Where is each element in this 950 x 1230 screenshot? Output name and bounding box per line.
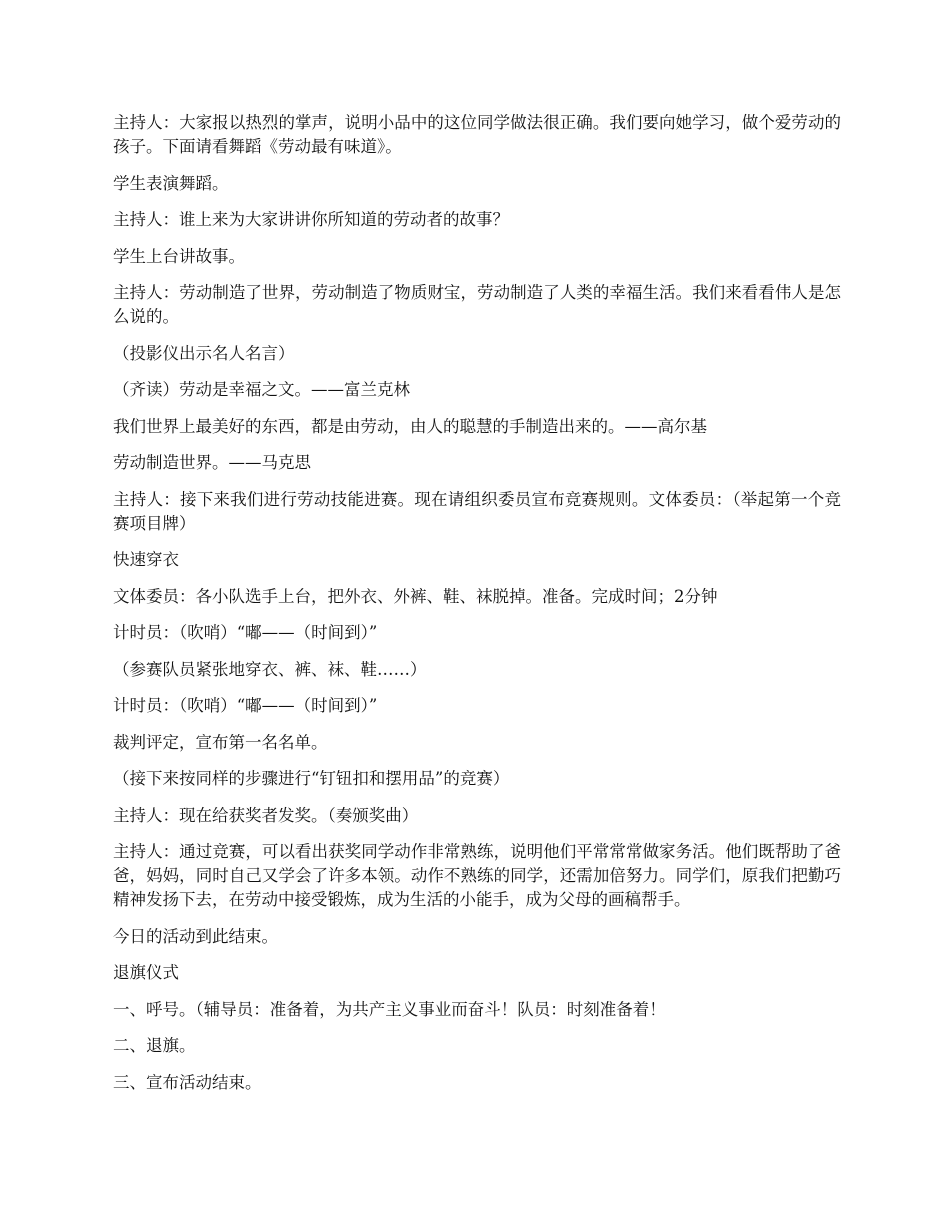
paragraph-host-labor-world: 主持人：劳动制造了世界，劳动制造了物质财宝，劳动制造了人类的幸福生活。我们来看看伟人是怎么说的。: [113, 283, 841, 326]
paragraph-host-applause: 主持人：大家报以热烈的掌声，说明小品中的这位同学做法很正确。我们要向她学习，做个爱劳动的孩子。下面请看舞蹈《劳动最有味道》。: [113, 113, 841, 156]
paragraph-quote-gorky: 我们世界上最美好的东西，都是由劳动，由人的聪慧的手制造出来的。——高尔基: [113, 416, 707, 436]
paragraph-host-competition: 主持人：接下来我们进行劳动技能进赛。现在请组织委员宣布竞赛规则。文体委员：（举起第一个竞赛项目牌）: [113, 489, 841, 533]
paragraph-quick-dressing: 快速穿衣: [113, 550, 179, 569]
paragraph-step-lower-flag: 二、退旗。: [113, 1036, 196, 1055]
paragraph-activity-end: 今日的活动到此结束。: [113, 926, 278, 946]
paragraph-step-call: 一、呼号。（辅导员：准备着，为共产主义事业而奋斗！队员：时刻准备着！: [113, 999, 666, 1019]
paragraph-host-story-prompt: 主持人：谁上来为大家讲讲你所知道的劳动者的故事？: [113, 210, 509, 229]
document-page: [113, 111, 841, 1107]
paragraph-timekeeper-1: 计时员：（吹哨）“嘟——（时间到）”: [113, 623, 378, 642]
paragraph-host-summary: 主持人：通过竞赛，可以看出获奖同学动作非常熟练，说明他们平常常常做家务活。他们既帮助了爸爸，妈妈，同时自己又学会了许多本领。动作不熟练的同学，还需加倍努力。同学们，原我们把勤巧精神发扬下去，在劳动中接受锻炼，成为生活的小能手，成为父母的画稿帮手。: [113, 842, 841, 909]
paragraph-timekeeper-2: 计时员：（吹哨）“嘟——（时间到）”: [113, 696, 378, 715]
paragraph-step-announce-end: 三、宣布活动结束。: [113, 1072, 262, 1092]
paragraph-dance-performance: 学生表演舞蹈。: [113, 173, 229, 193]
paragraph-sports-committee-rules: 文体委员：各小队选手上台，把外衣、外裤、鞋、袜脱掉。准备。完成时间；2分钟: [113, 586, 718, 606]
paragraph-referee-result: 裁判评定，宣布第一名名单。: [113, 732, 328, 752]
paragraph-quote-franklin: （齐读）劳动是幸福之文。——富兰克林: [113, 380, 410, 399]
paragraph-student-story: 学生上台讲故事。: [113, 246, 245, 266]
paragraph-projector-quotes: （投影仪出示名人名言）: [113, 343, 295, 363]
paragraph-quote-marx: 劳动制造世界。——马克思: [113, 453, 311, 472]
paragraph-next-competition: （接下来按同样的步骤进行“钉钮扣和摆用品”的竞赛）: [113, 769, 510, 788]
paragraph-flag-lowering-ceremony: 退旗仪式: [113, 963, 179, 982]
paragraph-host-awards: 主持人：现在给获奖者发奖。（奏颁奖曲）: [113, 805, 419, 825]
paragraph-contestants-dressing: （参赛队员紧张地穿衣、裤、袜、鞋……）: [113, 659, 427, 679]
